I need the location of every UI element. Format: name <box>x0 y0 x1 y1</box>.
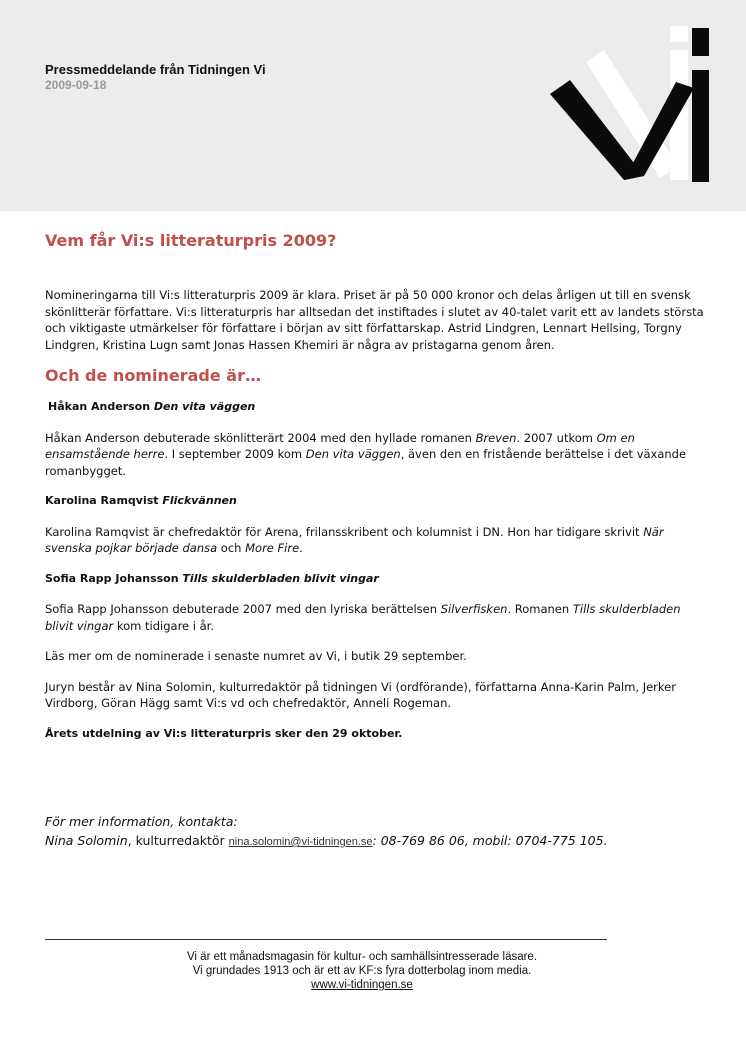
contact-email-link[interactable]: nina.solomin@vi-tidningen.se <box>228 836 373 848</box>
nominee-book: Flickvännen <box>162 494 237 507</box>
description-text: . 2007 utkom <box>516 430 597 445</box>
contact-name: Nina Solomin <box>45 833 128 848</box>
description-text: Sofia Rapp Johansson debuterade 2007 med den lyriska berättelsen <box>45 602 441 616</box>
nominee-name: Karolina Ramqvist <box>45 494 159 507</box>
description-text: Karolina Ramqvist är chefredaktör för Arena, frilansskribent och kolumnist i DN. Hon har tidigare skrivit <box>45 524 644 539</box>
footer-divider <box>45 939 607 940</box>
press-release-date: 2009-09-18 <box>45 78 107 92</box>
nominee-heading <box>45 399 705 416</box>
book-title: När svenska pojkar började dansa <box>45 524 664 555</box>
book-title: Om en ensamstående herre <box>45 430 635 461</box>
description-text: kom tidigare i år. <box>113 618 215 633</box>
ceremony-paragraph: Årets utdelning av Vi:s litteraturpris sker den 29 oktober. <box>45 726 403 740</box>
press-release-title: Pressmeddelande från Tidningen Vi <box>45 62 266 77</box>
nominee-description <box>45 524 705 557</box>
nominee-description <box>45 430 705 480</box>
description-text: . Romanen <box>507 602 573 616</box>
nominees-heading: Och de nominerade är… <box>45 366 261 385</box>
description-text: , även den en fristående berättelse i det växande romanbygget. <box>45 447 687 478</box>
contact-role: , kulturredaktör <box>127 833 229 848</box>
nominee-description <box>45 601 705 634</box>
contact-block <box>45 812 705 852</box>
book-title: More Fire <box>245 541 300 555</box>
read-more-paragraph: Läs mer om de nominerade i senaste numret av Vi, i butik 29 september. <box>45 649 467 663</box>
nominee-heading <box>45 493 705 510</box>
contact-heading: För mer information, kontakta: <box>45 814 238 829</box>
description-text: . I september 2009 kom <box>164 447 306 461</box>
description-text: Håkan Anderson debuterade skönlitterärt 2004 med den hyllade romanen <box>45 430 476 445</box>
nominee-name: Sofia Rapp Johansson <box>45 571 179 585</box>
description-text: . <box>299 541 303 555</box>
description-text: och <box>217 541 246 555</box>
book-title: Breven <box>475 430 517 445</box>
nominee-name: Håkan Anderson <box>48 400 151 413</box>
footer-website-link[interactable]: www.vi-tidningen.se <box>311 979 413 991</box>
nominee-book: Den vita väggen <box>153 400 256 413</box>
article-title: Vem får Vi:s litteraturpris 2009? <box>45 231 337 250</box>
book-title: Tills skulderbladen blivit vingar <box>45 602 681 633</box>
vi-logo <box>546 26 716 184</box>
nominee-book: Tills skulderbladen blivit vingar <box>182 571 379 585</box>
footer-line-1: Vi är ett månadsmagasin för kultur- och samhällsintresserade läsare. <box>186 951 538 963</box>
article-body <box>45 230 705 742</box>
jury-paragraph: Juryn består av Nina Solomin, kulturredaktör på tidningen Vi (ordförande), författarna Anna-Karin Palm, Jerker Virdborg, Göran Hägg samt Vi:s vd och chefredaktör, Anneli Rogeman. <box>45 679 676 710</box>
intro-paragraph: Nomineringarna till Vi:s litteraturpris 2009 är klara. Priset är på 50 000 kronor och delas årligen ut till en svensk skönlitterär författare. Vi:s litteraturpris har alltsedan det instiftades i slutet av 40-talet varit ett av landets största och viktigaste utmärkelser för författare i början av sitt författarskap. Astrid Lindgren, Lennart Hellsing, Torgny Lindgren, Kristina Lugn samt Jonas Hassen Khemiri är några av pristagarna genom åren. <box>45 288 704 352</box>
book-title: Den vita väggen <box>305 447 401 461</box>
footer <box>45 950 679 992</box>
footer-line-2: Vi grundades 1913 och är ett av KF:s fyra dotterbolag inom media. <box>192 965 532 977</box>
nominee-heading <box>45 571 705 588</box>
book-title: Silverfisken <box>440 602 508 616</box>
contact-phones: : 08-769 86 06, mobil: 0704-775 105. <box>372 833 608 848</box>
